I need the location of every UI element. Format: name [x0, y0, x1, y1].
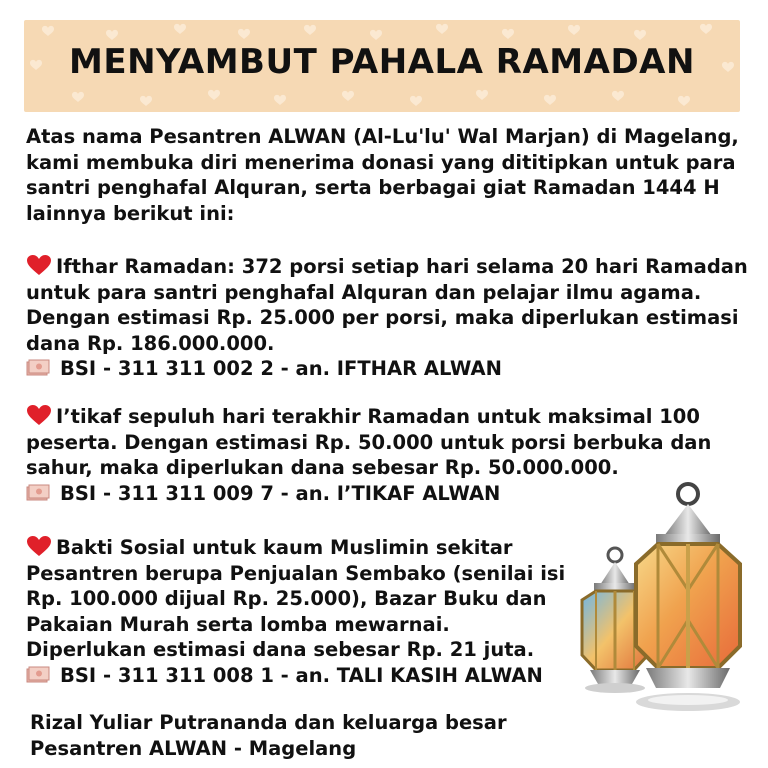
bank-account-line — [26, 356, 756, 382]
red-heart-icon — [26, 404, 52, 426]
closing-line-2: Pesantren ALWAN - Magelang — [30, 736, 357, 760]
closing-line-1: Rizal Yuliar Putrananda dan keluarga besar — [30, 711, 507, 734]
ramadan-lantern-icon — [560, 470, 768, 730]
money-bills-icon — [26, 359, 50, 377]
section-text: I’tikaf sepuluh hari terakhir Ramadan untuk maksimal 100 peserta. Dengan estimasi Rp. 50.000 untuk porsi berbuka dan sahur, maka diperlukan dana sebesar Rp. 50.000.000. — [26, 405, 712, 479]
intro-paragraph: Atas nama Pesantren ALWAN (Al-Lu'lu' Wal Marjan) di Magelang, kami membuka diri menerima donasi yang dititipkan untuk para santri penghafal Alquran, serta berbagai giat Ramadan 1444 H lainnya berikut ini: — [26, 125, 739, 225]
red-heart-icon — [26, 254, 52, 276]
page-title: MENYAMBUT PAHALA RAMADAN — [69, 42, 695, 82]
account-text: BSI - 311 311 009 7 - an. I’TIKAF ALWAN — [60, 481, 501, 505]
bank-account-line — [26, 663, 566, 689]
section-ifthar — [26, 254, 756, 382]
title-banner — [24, 20, 740, 112]
section-text: Ifthar Ramadan: 372 porsi setiap hari selama 20 hari Ramadan untuk para santri penghafal Alquran dan pelajar ilmu agama. Dengan estimasi Rp. 25.000 per porsi, maka diperlukan estimasi dana Rp. 186.000.000. — [26, 255, 748, 355]
money-bills-icon — [26, 484, 50, 502]
section-text: Bakti Sosial untuk kaum Muslimin sekitar Pesantren berupa Penjualan Sembako (senilai isi Rp. 100.000 dijual Rp. 25.000), Bazar Buku dan Pakaian Murah serta lomba mewarnai. Diperlukan estimasi dana sebesar Rp. 21 juta. — [26, 536, 566, 661]
money-bills-icon — [26, 666, 50, 684]
account-text: BSI - 311 311 002 2 - an. IFTHAR ALWAN — [60, 357, 502, 380]
section-bakti-sosial — [26, 535, 566, 688]
red-heart-icon — [26, 535, 52, 557]
large-lantern — [636, 484, 740, 711]
account-text: BSI - 311 311 008 1 - an. TALI KASIH ALWAN — [60, 663, 543, 687]
closing-signature — [30, 710, 590, 761]
